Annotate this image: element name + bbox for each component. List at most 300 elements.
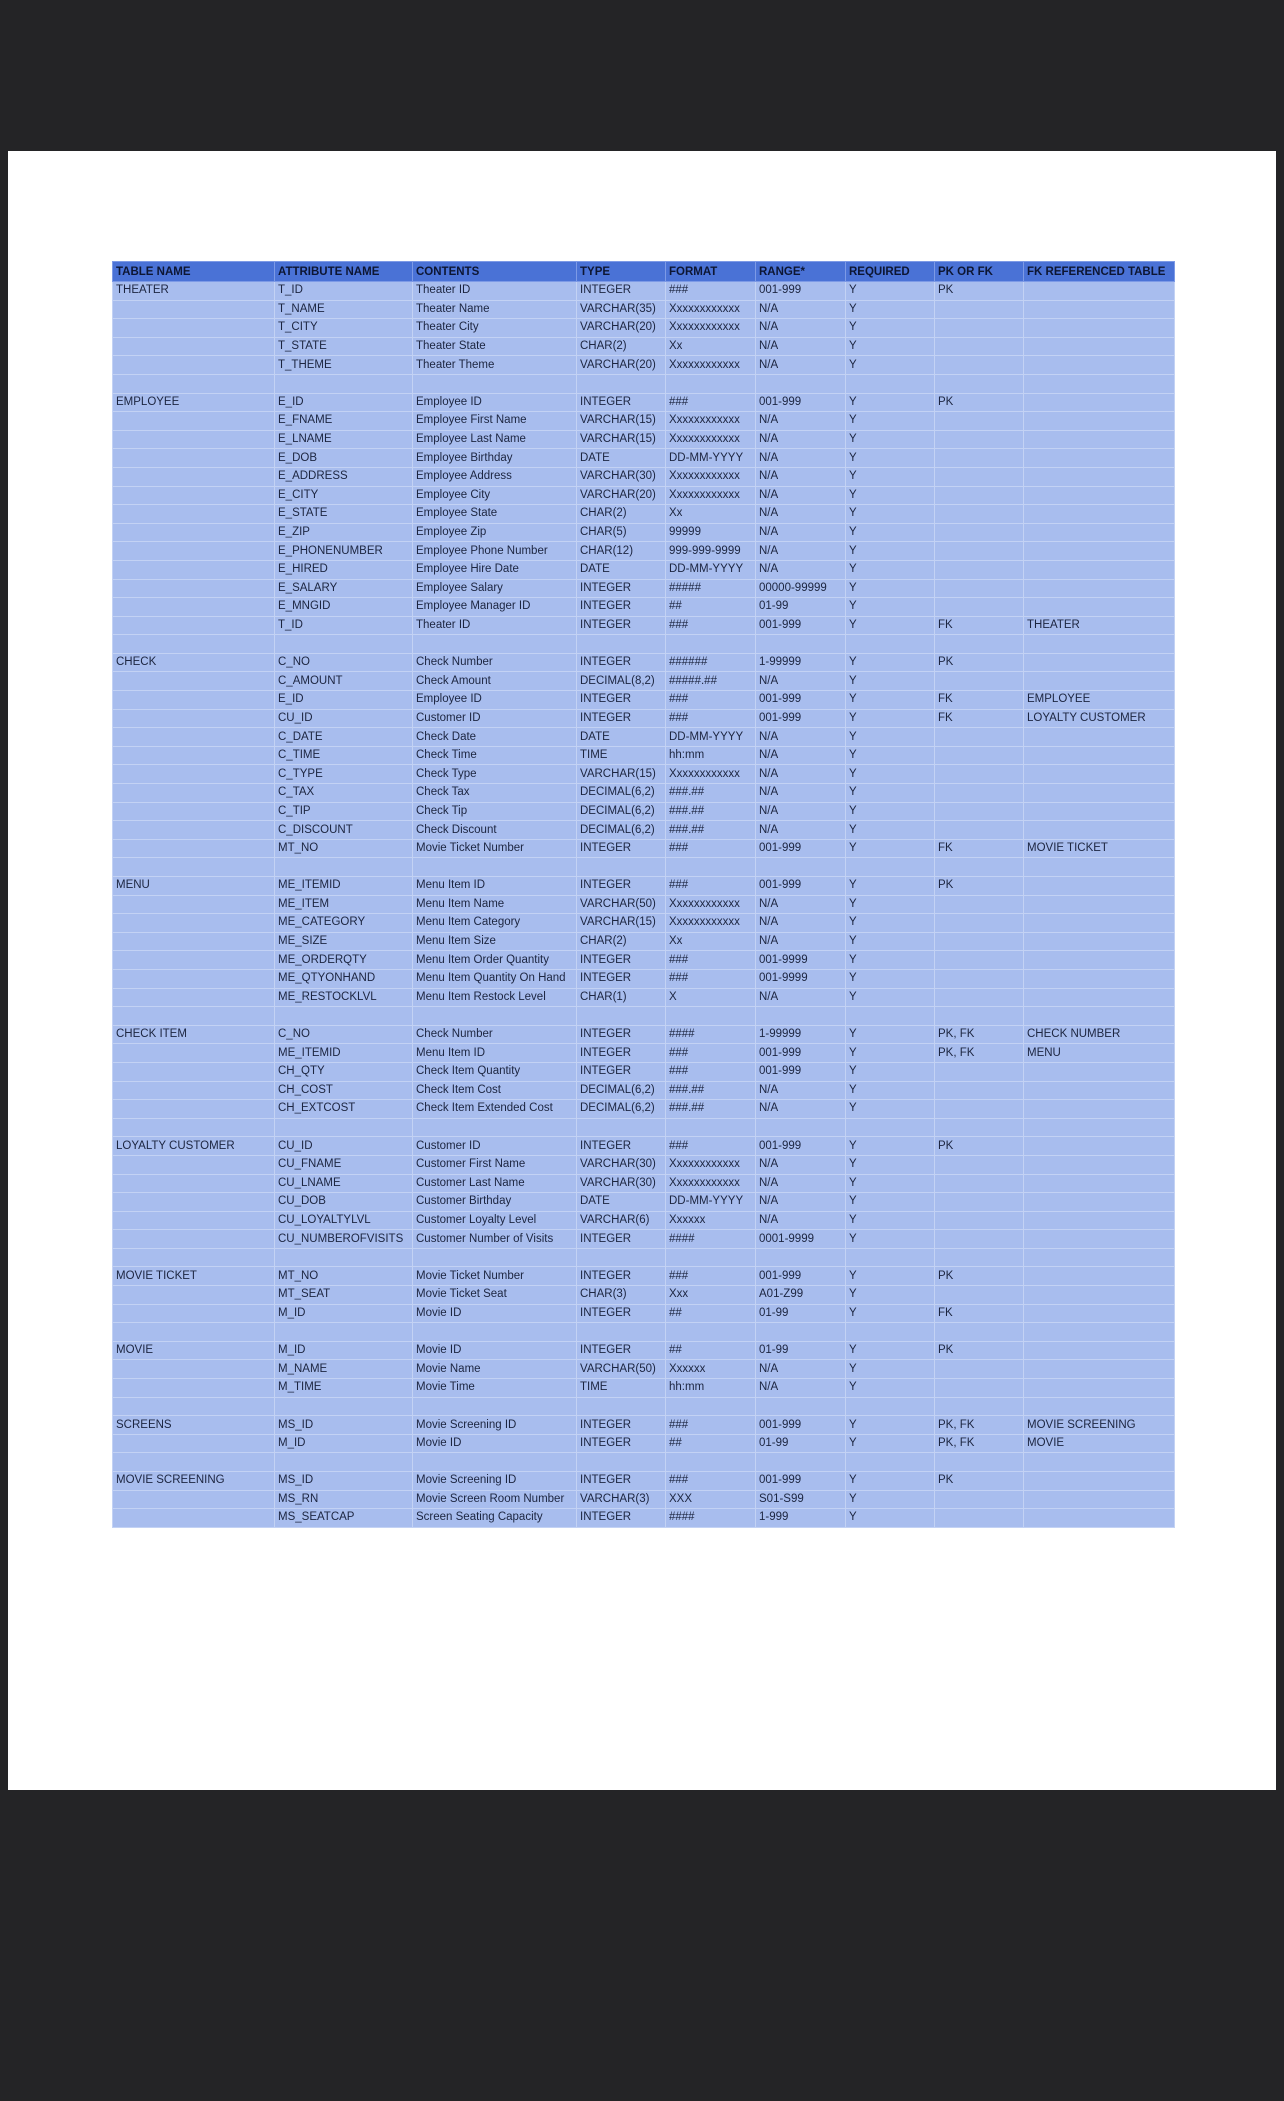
fk-referenced-table-cell [1024, 969, 1175, 988]
contents-cell: Check Item Cost [413, 1081, 577, 1100]
contents-cell [413, 374, 577, 393]
attribute-name-cell: CU_NUMBEROFVISITS [275, 1230, 413, 1249]
attribute-name-cell: ME_ITEM [275, 895, 413, 914]
type-cell: INTEGER [577, 1062, 666, 1081]
required-cell: Y [846, 1193, 935, 1212]
table-row [113, 932, 1175, 951]
format-cell [666, 374, 756, 393]
type-cell: INTEGER [577, 1137, 666, 1156]
format-cell: ### [666, 951, 756, 970]
attribute-name-cell: M_ID [275, 1304, 413, 1323]
table-name-cell [113, 691, 275, 710]
fk-referenced-table-cell [1024, 951, 1175, 970]
fk-referenced-table-cell [1024, 635, 1175, 654]
range-cell: N/A [756, 914, 846, 933]
type-cell: INTEGER [577, 1044, 666, 1063]
data-dictionary-table [112, 261, 1175, 1528]
format-cell: Xx [666, 337, 756, 356]
range-cell: 001-9999 [756, 969, 846, 988]
contents-cell: Movie Ticket Number [413, 1267, 577, 1286]
range-cell: N/A [756, 430, 846, 449]
table-name-cell: CHECK ITEM [113, 1025, 275, 1044]
pk-fk-cell [935, 1100, 1024, 1119]
contents-cell: Check Tip [413, 802, 577, 821]
attribute-name-cell: T_THEME [275, 356, 413, 375]
table-name-cell [113, 412, 275, 431]
fk-referenced-table-cell [1024, 486, 1175, 505]
contents-cell: Customer First Name [413, 1155, 577, 1174]
attribute-name-cell: C_DATE [275, 728, 413, 747]
table-row [113, 542, 1175, 561]
contents-cell [413, 1248, 577, 1267]
contents-cell: Menu Item ID [413, 877, 577, 896]
format-cell: ###.## [666, 784, 756, 803]
range-cell: 0001-9999 [756, 1230, 846, 1249]
format-cell: 999-999-9999 [666, 542, 756, 561]
table-name-cell [113, 430, 275, 449]
fk-referenced-table-cell [1024, 1341, 1175, 1360]
header-attribute-name: ATTRIBUTE NAME [275, 262, 413, 282]
type-cell: INTEGER [577, 877, 666, 896]
format-cell: #### [666, 1509, 756, 1528]
range-cell: N/A [756, 821, 846, 840]
required-cell [846, 1118, 935, 1137]
fk-referenced-table-cell [1024, 728, 1175, 747]
range-cell: 001-999 [756, 1267, 846, 1286]
table-name-cell [113, 356, 275, 375]
format-cell: ### [666, 877, 756, 896]
range-cell: N/A [756, 728, 846, 747]
type-cell: INTEGER [577, 709, 666, 728]
type-cell: VARCHAR(15) [577, 412, 666, 431]
required-cell: Y [846, 1100, 935, 1119]
pk-fk-cell [935, 1062, 1024, 1081]
pk-fk-cell [935, 356, 1024, 375]
table-row [113, 1100, 1175, 1119]
type-cell: INTEGER [577, 1025, 666, 1044]
table-row [113, 1434, 1175, 1453]
required-cell: Y [846, 1174, 935, 1193]
attribute-name-cell [275, 1007, 413, 1026]
table-row [113, 598, 1175, 617]
pk-fk-cell: PK [935, 1472, 1024, 1491]
format-cell: ### [666, 282, 756, 301]
attribute-name-cell: T_ID [275, 282, 413, 301]
required-cell: Y [846, 728, 935, 747]
fk-referenced-table-cell [1024, 430, 1175, 449]
table-name-cell [113, 1360, 275, 1379]
format-cell [666, 635, 756, 654]
fk-referenced-table-cell [1024, 1174, 1175, 1193]
fk-referenced-table-cell [1024, 1397, 1175, 1416]
range-cell: N/A [756, 412, 846, 431]
contents-cell: Employee Phone Number [413, 542, 577, 561]
fk-referenced-table-cell [1024, 1472, 1175, 1491]
pk-fk-cell [935, 319, 1024, 338]
type-cell: INTEGER [577, 1472, 666, 1491]
range-cell: 001-999 [756, 839, 846, 858]
pk-fk-cell: PK [935, 1267, 1024, 1286]
format-cell: Xxxxxx [666, 1211, 756, 1230]
table-name-cell [113, 709, 275, 728]
format-cell: Xxxxxxxxxxxx [666, 467, 756, 486]
required-cell [846, 1397, 935, 1416]
table-name-cell [113, 802, 275, 821]
range-cell: 001-999 [756, 1137, 846, 1156]
attribute-name-cell: M_ID [275, 1341, 413, 1360]
range-cell: N/A [756, 1081, 846, 1100]
format-cell: #### [666, 1230, 756, 1249]
format-cell: ###.## [666, 821, 756, 840]
format-cell: Xxxxxxxxxxxx [666, 356, 756, 375]
format-cell: ### [666, 709, 756, 728]
range-cell: 001-999 [756, 1044, 846, 1063]
attribute-name-cell: C_TIP [275, 802, 413, 821]
contents-cell [413, 1007, 577, 1026]
type-cell: INTEGER [577, 1416, 666, 1435]
fk-referenced-table-cell [1024, 746, 1175, 765]
pk-fk-cell: PK [935, 282, 1024, 301]
required-cell: Y [846, 1472, 935, 1491]
header-pk-or-fk: PK OR FK [935, 262, 1024, 282]
table-name-cell [113, 1434, 275, 1453]
attribute-name-cell: E_LNAME [275, 430, 413, 449]
contents-cell: Theater ID [413, 282, 577, 301]
fk-referenced-table-cell [1024, 1379, 1175, 1398]
type-cell: VARCHAR(50) [577, 1360, 666, 1379]
type-cell: VARCHAR(50) [577, 895, 666, 914]
fk-referenced-table-cell: MOVIE [1024, 1434, 1175, 1453]
attribute-name-cell [275, 1453, 413, 1472]
header-type: TYPE [577, 262, 666, 282]
required-cell [846, 1248, 935, 1267]
contents-cell: Menu Item Quantity On Hand [413, 969, 577, 988]
required-cell: Y [846, 1286, 935, 1305]
range-cell: N/A [756, 672, 846, 691]
required-cell: Y [846, 821, 935, 840]
required-cell: Y [846, 877, 935, 896]
contents-cell: Menu Item Name [413, 895, 577, 914]
fk-referenced-table-cell [1024, 449, 1175, 468]
format-cell: DD-MM-YYYY [666, 728, 756, 747]
format-cell: #### [666, 1025, 756, 1044]
pk-fk-cell [935, 467, 1024, 486]
attribute-name-cell: E_ID [275, 393, 413, 412]
table-row [113, 969, 1175, 988]
contents-cell: Employee Hire Date [413, 560, 577, 579]
required-cell: Y [846, 412, 935, 431]
table-row [113, 1248, 1175, 1267]
pk-fk-cell [935, 579, 1024, 598]
format-cell: ###.## [666, 802, 756, 821]
pk-fk-cell: FK [935, 1304, 1024, 1323]
table-name-cell [113, 932, 275, 951]
format-cell: Xxxxxxxxxxxx [666, 412, 756, 431]
range-cell: 001-999 [756, 691, 846, 710]
format-cell: ## [666, 1341, 756, 1360]
attribute-name-cell: CU_DOB [275, 1193, 413, 1212]
table-name-cell [113, 821, 275, 840]
table-name-cell [113, 560, 275, 579]
contents-cell: Employee Zip [413, 523, 577, 542]
contents-cell: Menu Item ID [413, 1044, 577, 1063]
format-cell: ## [666, 598, 756, 617]
table-name-cell [113, 672, 275, 691]
required-cell: Y [846, 746, 935, 765]
attribute-name-cell: C_NO [275, 1025, 413, 1044]
range-cell [756, 374, 846, 393]
table-row [113, 988, 1175, 1007]
pk-fk-cell [935, 1379, 1024, 1398]
fk-referenced-table-cell [1024, 1286, 1175, 1305]
required-cell: Y [846, 1379, 935, 1398]
table-row [113, 1155, 1175, 1174]
type-cell: INTEGER [577, 1434, 666, 1453]
attribute-name-cell: ME_ITEMID [275, 877, 413, 896]
attribute-name-cell: T_STATE [275, 337, 413, 356]
fk-referenced-table-cell [1024, 895, 1175, 914]
format-cell [666, 1453, 756, 1472]
format-cell: Xxxxxxxxxxxx [666, 765, 756, 784]
pk-fk-cell [935, 598, 1024, 617]
pk-fk-cell [935, 802, 1024, 821]
contents-cell: Movie Ticket Number [413, 839, 577, 858]
required-cell: Y [846, 356, 935, 375]
contents-cell: Employee State [413, 505, 577, 524]
range-cell [756, 1397, 846, 1416]
pk-fk-cell [935, 858, 1024, 877]
contents-cell: Movie Screening ID [413, 1416, 577, 1435]
contents-cell: Check Date [413, 728, 577, 747]
table-row [113, 300, 1175, 319]
fk-referenced-table-cell [1024, 393, 1175, 412]
table-name-cell [113, 1397, 275, 1416]
table-name-cell: CHECK [113, 653, 275, 672]
range-cell: N/A [756, 486, 846, 505]
table-row [113, 635, 1175, 654]
table-name-cell [113, 523, 275, 542]
table-row [113, 319, 1175, 338]
range-cell: 1-999 [756, 1509, 846, 1528]
pk-fk-cell [935, 337, 1024, 356]
attribute-name-cell [275, 1397, 413, 1416]
table-row [113, 1062, 1175, 1081]
format-cell: Xxxxxx [666, 1360, 756, 1379]
contents-cell: Theater State [413, 337, 577, 356]
range-cell: N/A [756, 467, 846, 486]
type-cell: DECIMAL(6,2) [577, 821, 666, 840]
table-row [113, 784, 1175, 803]
range-cell: N/A [756, 300, 846, 319]
attribute-name-cell: MS_SEATCAP [275, 1509, 413, 1528]
contents-cell: Employee Salary [413, 579, 577, 598]
type-cell: DECIMAL(6,2) [577, 1100, 666, 1119]
contents-cell [413, 1118, 577, 1137]
table-row [113, 467, 1175, 486]
type-cell: DECIMAL(6,2) [577, 784, 666, 803]
format-cell: XXX [666, 1490, 756, 1509]
fk-referenced-table-cell [1024, 821, 1175, 840]
attribute-name-cell: ME_QTYONHAND [275, 969, 413, 988]
format-cell: ### [666, 1137, 756, 1156]
type-cell: VARCHAR(30) [577, 1155, 666, 1174]
type-cell: CHAR(3) [577, 1286, 666, 1305]
range-cell: N/A [756, 784, 846, 803]
range-cell: N/A [756, 337, 846, 356]
range-cell: N/A [756, 1211, 846, 1230]
table-name-cell [113, 1379, 275, 1398]
fk-referenced-table-cell [1024, 374, 1175, 393]
fk-referenced-table-cell [1024, 1118, 1175, 1137]
fk-referenced-table-cell [1024, 653, 1175, 672]
fk-referenced-table-cell [1024, 282, 1175, 301]
required-cell: Y [846, 839, 935, 858]
table-row [113, 486, 1175, 505]
contents-cell: Customer Loyalty Level [413, 1211, 577, 1230]
table-row [113, 839, 1175, 858]
pk-fk-cell [935, 542, 1024, 561]
type-cell: DATE [577, 560, 666, 579]
fk-referenced-table-cell [1024, 579, 1175, 598]
pk-fk-cell [935, 1174, 1024, 1193]
range-cell: N/A [756, 560, 846, 579]
pk-fk-cell [935, 430, 1024, 449]
format-cell: Xxxxxxxxxxxx [666, 1155, 756, 1174]
pk-fk-cell [935, 1323, 1024, 1342]
type-cell: VARCHAR(20) [577, 356, 666, 375]
range-cell: 1-99999 [756, 653, 846, 672]
attribute-name-cell: E_STATE [275, 505, 413, 524]
contents-cell: Employee City [413, 486, 577, 505]
type-cell: INTEGER [577, 598, 666, 617]
table-row [113, 1490, 1175, 1509]
table-row [113, 691, 1175, 710]
contents-cell: Movie ID [413, 1304, 577, 1323]
table-name-cell [113, 319, 275, 338]
table-name-cell [113, 616, 275, 635]
fk-referenced-table-cell [1024, 1323, 1175, 1342]
required-cell: Y [846, 282, 935, 301]
pk-fk-cell: PK, FK [935, 1416, 1024, 1435]
table-row [113, 1174, 1175, 1193]
type-cell: INTEGER [577, 1341, 666, 1360]
pk-fk-cell: PK, FK [935, 1044, 1024, 1063]
range-cell: 001-9999 [756, 951, 846, 970]
type-cell: TIME [577, 746, 666, 765]
pk-fk-cell [935, 1490, 1024, 1509]
required-cell: Y [846, 300, 935, 319]
format-cell: ###.## [666, 1081, 756, 1100]
format-cell: ## [666, 1304, 756, 1323]
table-row [113, 1453, 1175, 1472]
type-cell: CHAR(1) [577, 988, 666, 1007]
table-row [113, 1416, 1175, 1435]
type-cell: VARCHAR(15) [577, 765, 666, 784]
required-cell: Y [846, 1490, 935, 1509]
type-cell: INTEGER [577, 1304, 666, 1323]
attribute-name-cell: C_TYPE [275, 765, 413, 784]
pk-fk-cell [935, 1230, 1024, 1249]
format-cell: Xxx [666, 1286, 756, 1305]
fk-referenced-table-cell: THEATER [1024, 616, 1175, 635]
type-cell [577, 1323, 666, 1342]
attribute-name-cell [275, 858, 413, 877]
format-cell: ###.## [666, 1100, 756, 1119]
type-cell: INTEGER [577, 282, 666, 301]
fk-referenced-table-cell [1024, 412, 1175, 431]
table-name-cell [113, 337, 275, 356]
required-cell: Y [846, 449, 935, 468]
required-cell: Y [846, 895, 935, 914]
range-cell: 1-99999 [756, 1025, 846, 1044]
attribute-name-cell: E_DOB [275, 449, 413, 468]
table-name-cell [113, 300, 275, 319]
required-cell: Y [846, 337, 935, 356]
attribute-name-cell: CU_FNAME [275, 1155, 413, 1174]
attribute-name-cell: E_ADDRESS [275, 467, 413, 486]
range-cell: N/A [756, 765, 846, 784]
fk-referenced-table-cell [1024, 1100, 1175, 1119]
table-row [113, 1118, 1175, 1137]
pk-fk-cell [935, 1360, 1024, 1379]
contents-cell: Check Amount [413, 672, 577, 691]
table-name-cell [113, 1490, 275, 1509]
format-cell [666, 1007, 756, 1026]
contents-cell: Employee ID [413, 691, 577, 710]
pk-fk-cell: FK [935, 839, 1024, 858]
attribute-name-cell: C_TAX [275, 784, 413, 803]
attribute-name-cell: M_TIME [275, 1379, 413, 1398]
contents-cell: Employee Last Name [413, 430, 577, 449]
pk-fk-cell [935, 1397, 1024, 1416]
attribute-name-cell: CH_QTY [275, 1062, 413, 1081]
table-name-cell [113, 449, 275, 468]
required-cell: Y [846, 1360, 935, 1379]
required-cell: Y [846, 969, 935, 988]
attribute-name-cell: C_AMOUNT [275, 672, 413, 691]
required-cell: Y [846, 1155, 935, 1174]
fk-referenced-table-cell [1024, 467, 1175, 486]
required-cell: Y [846, 1434, 935, 1453]
attribute-name-cell: ME_ORDERQTY [275, 951, 413, 970]
pk-fk-cell [935, 951, 1024, 970]
table-row [113, 672, 1175, 691]
attribute-name-cell [275, 374, 413, 393]
type-cell: VARCHAR(20) [577, 486, 666, 505]
range-cell: N/A [756, 523, 846, 542]
fk-referenced-table-cell [1024, 1360, 1175, 1379]
fk-referenced-table-cell [1024, 1062, 1175, 1081]
pk-fk-cell [935, 1193, 1024, 1212]
required-cell [846, 858, 935, 877]
contents-cell: Customer Last Name [413, 1174, 577, 1193]
fk-referenced-table-cell [1024, 337, 1175, 356]
fk-referenced-table-cell [1024, 560, 1175, 579]
fk-referenced-table-cell [1024, 932, 1175, 951]
format-cell: ### [666, 1416, 756, 1435]
pk-fk-cell: PK [935, 393, 1024, 412]
attribute-name-cell: CH_COST [275, 1081, 413, 1100]
pk-fk-cell [935, 672, 1024, 691]
table-name-cell [113, 728, 275, 747]
pk-fk-cell [935, 895, 1024, 914]
required-cell: Y [846, 393, 935, 412]
table-name-cell [113, 1304, 275, 1323]
range-cell: N/A [756, 1174, 846, 1193]
attribute-name-cell: T_CITY [275, 319, 413, 338]
table-name-cell [113, 1007, 275, 1026]
range-cell [756, 1453, 846, 1472]
